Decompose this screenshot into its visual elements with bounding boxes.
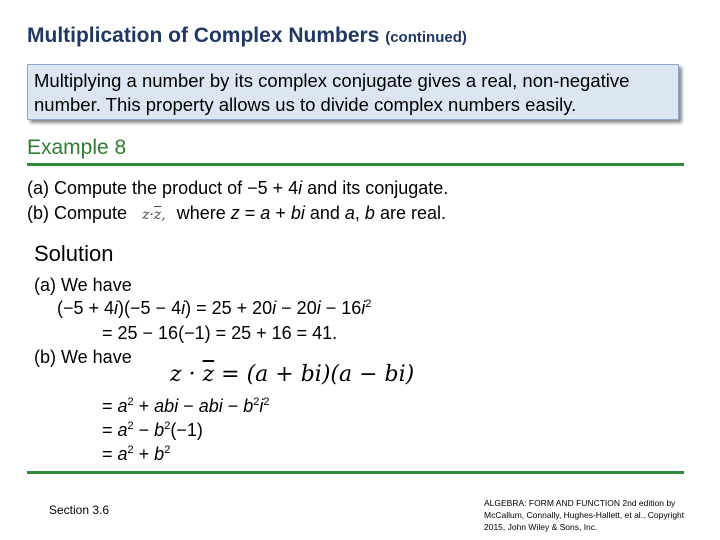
- solution-a-label: (a) We have: [34, 275, 132, 295]
- example-a-text: (a) Compute the product of −5 + 4: [27, 178, 299, 198]
- callout-box: [27, 64, 679, 120]
- example-a-rest: and its conjugate.: [302, 178, 449, 198]
- example-b-rest: where z = a + bi and a, b are real.: [176, 203, 446, 223]
- footer-copyright: ALGEBRA: FORM AND FUNCTION 2nd edition by McCallum, Connally, Hughes-Hallett, et al., Copyright 2015, John Wiley & Sons, Inc.: [484, 498, 685, 532]
- example-part-a: [27, 178, 448, 199]
- solution-b-formula: $z \cdot \overline{z} = (a + bi)(a - bi)$: [170, 362, 415, 387]
- solution-b-label: (b) We have: [34, 347, 132, 367]
- example-heading: Example 8: [27, 136, 127, 159]
- footer-section: Section 3.6: [49, 503, 110, 517]
- solution-heading: Solution: [34, 241, 114, 266]
- solution-b-line1: = $a^2$ + abi − abi − $b^2i^2$: [102, 396, 270, 416]
- solution-b-line2: = $a^2 - b^2(-1)$: [102, 420, 203, 440]
- divider-bottom: [27, 471, 684, 474]
- z-zbar-formula: $z\cdot\overline{z}$,: [142, 207, 166, 223]
- solution-a-line1: $(-5 + 4i)(-5 - 4i) = 25 + 20i - 20i - 16i^2$: [57, 298, 372, 318]
- callout-line-1: Multiplying a number by its complex conjugate gives a real, non-negative: [34, 70, 630, 91]
- divider-top: [27, 163, 684, 166]
- page-title: [27, 24, 467, 48]
- callout-line-2: number. This property allows us to divide complex numbers easily.: [34, 94, 577, 115]
- title-sub: (continued): [385, 29, 467, 46]
- example-b-text: (b) Compute: [27, 203, 128, 223]
- solution-a-line2: = 25 − 16(−1) = 25 + 16 = 41.: [102, 323, 338, 343]
- title-main: Multiplication of Complex Numbers: [27, 24, 380, 47]
- example-a-i: i: [298, 178, 303, 198]
- example-part-b: [27, 203, 446, 224]
- solution-b-line3: = $a^2 + b^2$: [102, 444, 171, 464]
